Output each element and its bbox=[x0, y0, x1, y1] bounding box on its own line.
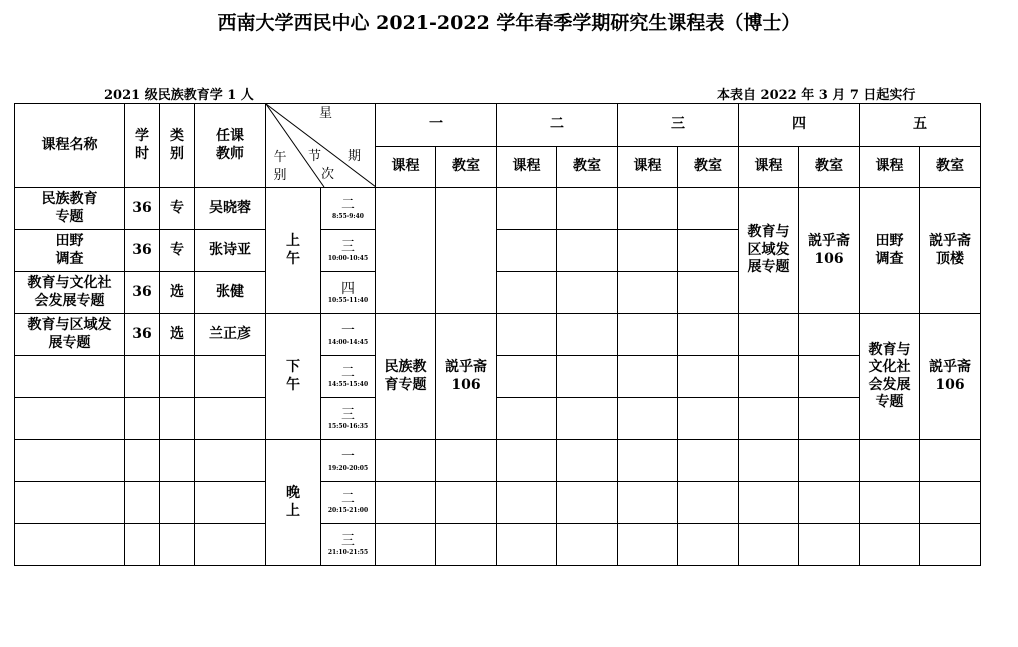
empty-cell bbox=[799, 314, 860, 356]
course-name bbox=[15, 230, 125, 272]
empty-cell bbox=[920, 482, 981, 524]
table-row bbox=[15, 314, 981, 356]
empty-cell bbox=[125, 524, 160, 566]
empty-cell bbox=[497, 188, 557, 230]
period-cell bbox=[321, 230, 376, 272]
table-row bbox=[15, 188, 981, 230]
empty-cell bbox=[739, 398, 799, 440]
fri-morning-room-text: 説乎斋顶楼 bbox=[929, 233, 971, 267]
course-name bbox=[15, 272, 125, 314]
empty-cell bbox=[436, 524, 497, 566]
empty-cell bbox=[739, 314, 799, 356]
thu-morning-room bbox=[799, 188, 860, 314]
period-time: 19:20-20:05 bbox=[327, 464, 369, 472]
thu-morning-room-text: 説乎斋106 bbox=[808, 233, 850, 267]
course-name-text: 田野调查 bbox=[55, 233, 84, 267]
col-course-fri: 课程 bbox=[860, 146, 920, 188]
empty-cell bbox=[678, 440, 739, 482]
empty-cell bbox=[678, 188, 739, 230]
empty-cell bbox=[125, 398, 160, 440]
period-label: 三 bbox=[341, 532, 355, 549]
period-cell bbox=[321, 188, 376, 230]
col-course-mon: 课程 bbox=[376, 146, 436, 188]
diag-label-xing: 星 bbox=[319, 106, 333, 121]
empty-cell bbox=[618, 314, 678, 356]
mon-afternoon-course bbox=[376, 314, 436, 440]
empty-cell bbox=[497, 230, 557, 272]
empty-cell bbox=[436, 440, 497, 482]
course-hours: 36 bbox=[125, 188, 160, 230]
empty-cell bbox=[436, 482, 497, 524]
col-room-thu: 教室 bbox=[799, 146, 860, 188]
header-teacher-text: 任课教师 bbox=[216, 128, 244, 162]
day-header-mon: 一 bbox=[376, 104, 497, 147]
course-hours: 36 bbox=[125, 314, 160, 356]
period-time: 20:15-21:00 bbox=[327, 506, 369, 514]
fri-afternoon-course bbox=[860, 314, 920, 440]
header-type-text: 类别 bbox=[170, 128, 184, 162]
period-time: 15:50-16:35 bbox=[327, 422, 369, 430]
fri-afternoon-room-text: 説乎斋106 bbox=[929, 359, 971, 393]
half-morning-text: 上午 bbox=[286, 233, 300, 267]
course-teacher: 张诗亚 bbox=[195, 230, 266, 272]
empty-cell bbox=[497, 356, 557, 398]
half-evening bbox=[266, 440, 321, 566]
col-room-tue: 教室 bbox=[557, 146, 618, 188]
empty-cell bbox=[678, 356, 739, 398]
empty-cell bbox=[160, 524, 195, 566]
empty-cell bbox=[15, 524, 125, 566]
fri-morning-course bbox=[860, 188, 920, 314]
empty-cell bbox=[799, 482, 860, 524]
period-label: 三 bbox=[341, 406, 355, 423]
empty-cell bbox=[618, 440, 678, 482]
empty-cell bbox=[125, 356, 160, 398]
page-title: 西南大学西民中心 2021-2022 学年春季学期研究生课程表（博士） bbox=[217, 12, 801, 34]
half-morning bbox=[266, 188, 321, 314]
day-header-thu: 四 bbox=[739, 104, 860, 147]
diag-label-ci: 次 bbox=[321, 167, 335, 182]
period-label: 二 bbox=[341, 196, 355, 213]
diag-label-wubie: 午别 bbox=[273, 150, 287, 183]
empty-cell bbox=[618, 272, 678, 314]
empty-cell bbox=[497, 440, 557, 482]
effective-date: 本表自 2022 年 3 月 7 日起实行 bbox=[717, 88, 916, 103]
empty-cell bbox=[497, 524, 557, 566]
half-evening-text: 晚上 bbox=[286, 485, 300, 519]
course-type: 专 bbox=[160, 230, 195, 272]
mon-morning-room bbox=[436, 188, 497, 314]
empty-cell bbox=[799, 356, 860, 398]
course-name-text: 民族教育专题 bbox=[41, 191, 98, 225]
course-name-text: 教育与区域发展专题 bbox=[27, 317, 112, 351]
course-teacher: 张健 bbox=[195, 272, 266, 314]
empty-cell bbox=[739, 440, 799, 482]
empty-cell bbox=[678, 482, 739, 524]
mon-afternoon-room-text: 説乎斋106 bbox=[445, 359, 487, 393]
empty-cell bbox=[557, 398, 618, 440]
fri-morning-room bbox=[920, 188, 981, 314]
course-name-text: 教育与文化社会发展专题 bbox=[27, 275, 112, 309]
period-time: 21:10-21:55 bbox=[327, 548, 369, 556]
empty-cell bbox=[160, 356, 195, 398]
empty-cell bbox=[15, 398, 125, 440]
empty-cell bbox=[125, 440, 160, 482]
table-row bbox=[15, 398, 981, 440]
empty-cell bbox=[920, 440, 981, 482]
empty-cell bbox=[860, 440, 920, 482]
empty-cell bbox=[376, 482, 436, 524]
table-row bbox=[15, 440, 981, 482]
day-header-fri: 五 bbox=[860, 104, 981, 147]
period-label: 二 bbox=[341, 364, 355, 381]
course-name bbox=[15, 314, 125, 356]
period-time: 14:55-15:40 bbox=[327, 380, 369, 388]
header-type bbox=[160, 104, 195, 188]
header-hours-text: 学时 bbox=[135, 128, 149, 162]
course-name bbox=[15, 188, 125, 230]
period-cell bbox=[321, 356, 376, 398]
empty-cell bbox=[497, 314, 557, 356]
empty-cell bbox=[557, 440, 618, 482]
day-header-wed: 三 bbox=[618, 104, 739, 147]
diag-label-qi: 期 bbox=[348, 149, 362, 164]
period-cell bbox=[321, 482, 376, 524]
col-room-wed: 教室 bbox=[678, 146, 739, 188]
empty-cell bbox=[618, 188, 678, 230]
period-time: 10:00-10:45 bbox=[327, 254, 369, 262]
period-label: 一 bbox=[341, 322, 355, 339]
empty-cell bbox=[195, 356, 266, 398]
diag-label-jie: 节 bbox=[308, 149, 322, 164]
empty-cell bbox=[557, 188, 618, 230]
empty-cell bbox=[618, 398, 678, 440]
header-teacher bbox=[195, 104, 266, 188]
empty-cell bbox=[678, 314, 739, 356]
header-course-name: 课程名称 bbox=[15, 104, 125, 188]
fri-morning-course-text: 田野调查 bbox=[875, 233, 904, 267]
empty-cell bbox=[618, 482, 678, 524]
table-row bbox=[15, 356, 981, 398]
empty-cell bbox=[557, 314, 618, 356]
course-teacher: 吴晓蓉 bbox=[195, 188, 266, 230]
empty-cell bbox=[799, 524, 860, 566]
empty-cell bbox=[557, 272, 618, 314]
empty-cell bbox=[799, 398, 860, 440]
course-teacher: 兰正彦 bbox=[195, 314, 266, 356]
empty-cell bbox=[15, 356, 125, 398]
thu-morning-course-text: 教育与区域发展专题 bbox=[747, 224, 790, 276]
empty-cell bbox=[15, 440, 125, 482]
empty-cell bbox=[799, 440, 860, 482]
col-course-tue: 课程 bbox=[497, 146, 557, 188]
col-room-fri: 教室 bbox=[920, 146, 981, 188]
empty-cell bbox=[160, 440, 195, 482]
empty-cell bbox=[678, 230, 739, 272]
period-cell bbox=[321, 440, 376, 482]
empty-cell bbox=[15, 482, 125, 524]
empty-cell bbox=[860, 524, 920, 566]
period-time: 10:55-11:40 bbox=[327, 296, 369, 304]
period-label: 一 bbox=[341, 448, 355, 465]
empty-cell bbox=[678, 272, 739, 314]
period-cell bbox=[321, 398, 376, 440]
empty-cell bbox=[497, 482, 557, 524]
empty-cell bbox=[195, 524, 266, 566]
empty-cell bbox=[557, 524, 618, 566]
period-label: 二 bbox=[341, 490, 355, 507]
empty-cell bbox=[125, 482, 160, 524]
cohort-info: 2021 级民族教育学 1 人 bbox=[104, 88, 254, 103]
day-header-tue: 二 bbox=[497, 104, 618, 147]
course-hours: 36 bbox=[125, 230, 160, 272]
period-cell bbox=[321, 314, 376, 356]
empty-cell bbox=[376, 440, 436, 482]
empty-cell bbox=[160, 398, 195, 440]
empty-cell bbox=[195, 398, 266, 440]
empty-cell bbox=[618, 230, 678, 272]
empty-cell bbox=[497, 272, 557, 314]
header-diagonal-cell bbox=[266, 104, 376, 188]
empty-cell bbox=[860, 482, 920, 524]
empty-cell bbox=[678, 398, 739, 440]
course-hours: 36 bbox=[125, 272, 160, 314]
empty-cell bbox=[557, 356, 618, 398]
empty-cell bbox=[618, 524, 678, 566]
empty-cell bbox=[160, 482, 195, 524]
empty-cell bbox=[195, 482, 266, 524]
half-afternoon-text: 下午 bbox=[286, 359, 300, 393]
course-type: 专 bbox=[160, 188, 195, 230]
period-label: 四 bbox=[341, 280, 355, 297]
fri-afternoon-course-text: 教育与文化社会发展专题 bbox=[868, 341, 911, 410]
period-cell bbox=[321, 272, 376, 314]
empty-cell bbox=[739, 356, 799, 398]
course-type: 选 bbox=[160, 314, 195, 356]
col-course-wed: 课程 bbox=[618, 146, 678, 188]
empty-cell bbox=[195, 440, 266, 482]
period-time: 8:55-9:40 bbox=[332, 212, 364, 220]
table-row bbox=[15, 482, 981, 524]
period-time: 14:00-14:45 bbox=[327, 338, 369, 346]
empty-cell bbox=[920, 524, 981, 566]
table-row bbox=[15, 524, 981, 566]
empty-cell bbox=[557, 482, 618, 524]
empty-cell bbox=[739, 524, 799, 566]
empty-cell bbox=[557, 230, 618, 272]
course-type: 选 bbox=[160, 272, 195, 314]
empty-cell bbox=[497, 398, 557, 440]
thu-morning-course bbox=[739, 188, 799, 314]
header-hours bbox=[125, 104, 160, 188]
col-room-mon: 教室 bbox=[436, 146, 497, 188]
empty-cell bbox=[678, 524, 739, 566]
col-course-thu: 课程 bbox=[739, 146, 799, 188]
period-cell bbox=[321, 524, 376, 566]
empty-cell bbox=[739, 482, 799, 524]
schedule-table bbox=[14, 103, 981, 566]
mon-afternoon-room bbox=[436, 314, 497, 440]
empty-cell bbox=[618, 356, 678, 398]
mon-afternoon-course-text: 民族教育专题 bbox=[384, 359, 427, 393]
fri-afternoon-room bbox=[920, 314, 981, 440]
mon-morning-course bbox=[376, 188, 436, 314]
period-label: 三 bbox=[341, 238, 355, 255]
empty-cell bbox=[376, 524, 436, 566]
half-afternoon bbox=[266, 314, 321, 440]
